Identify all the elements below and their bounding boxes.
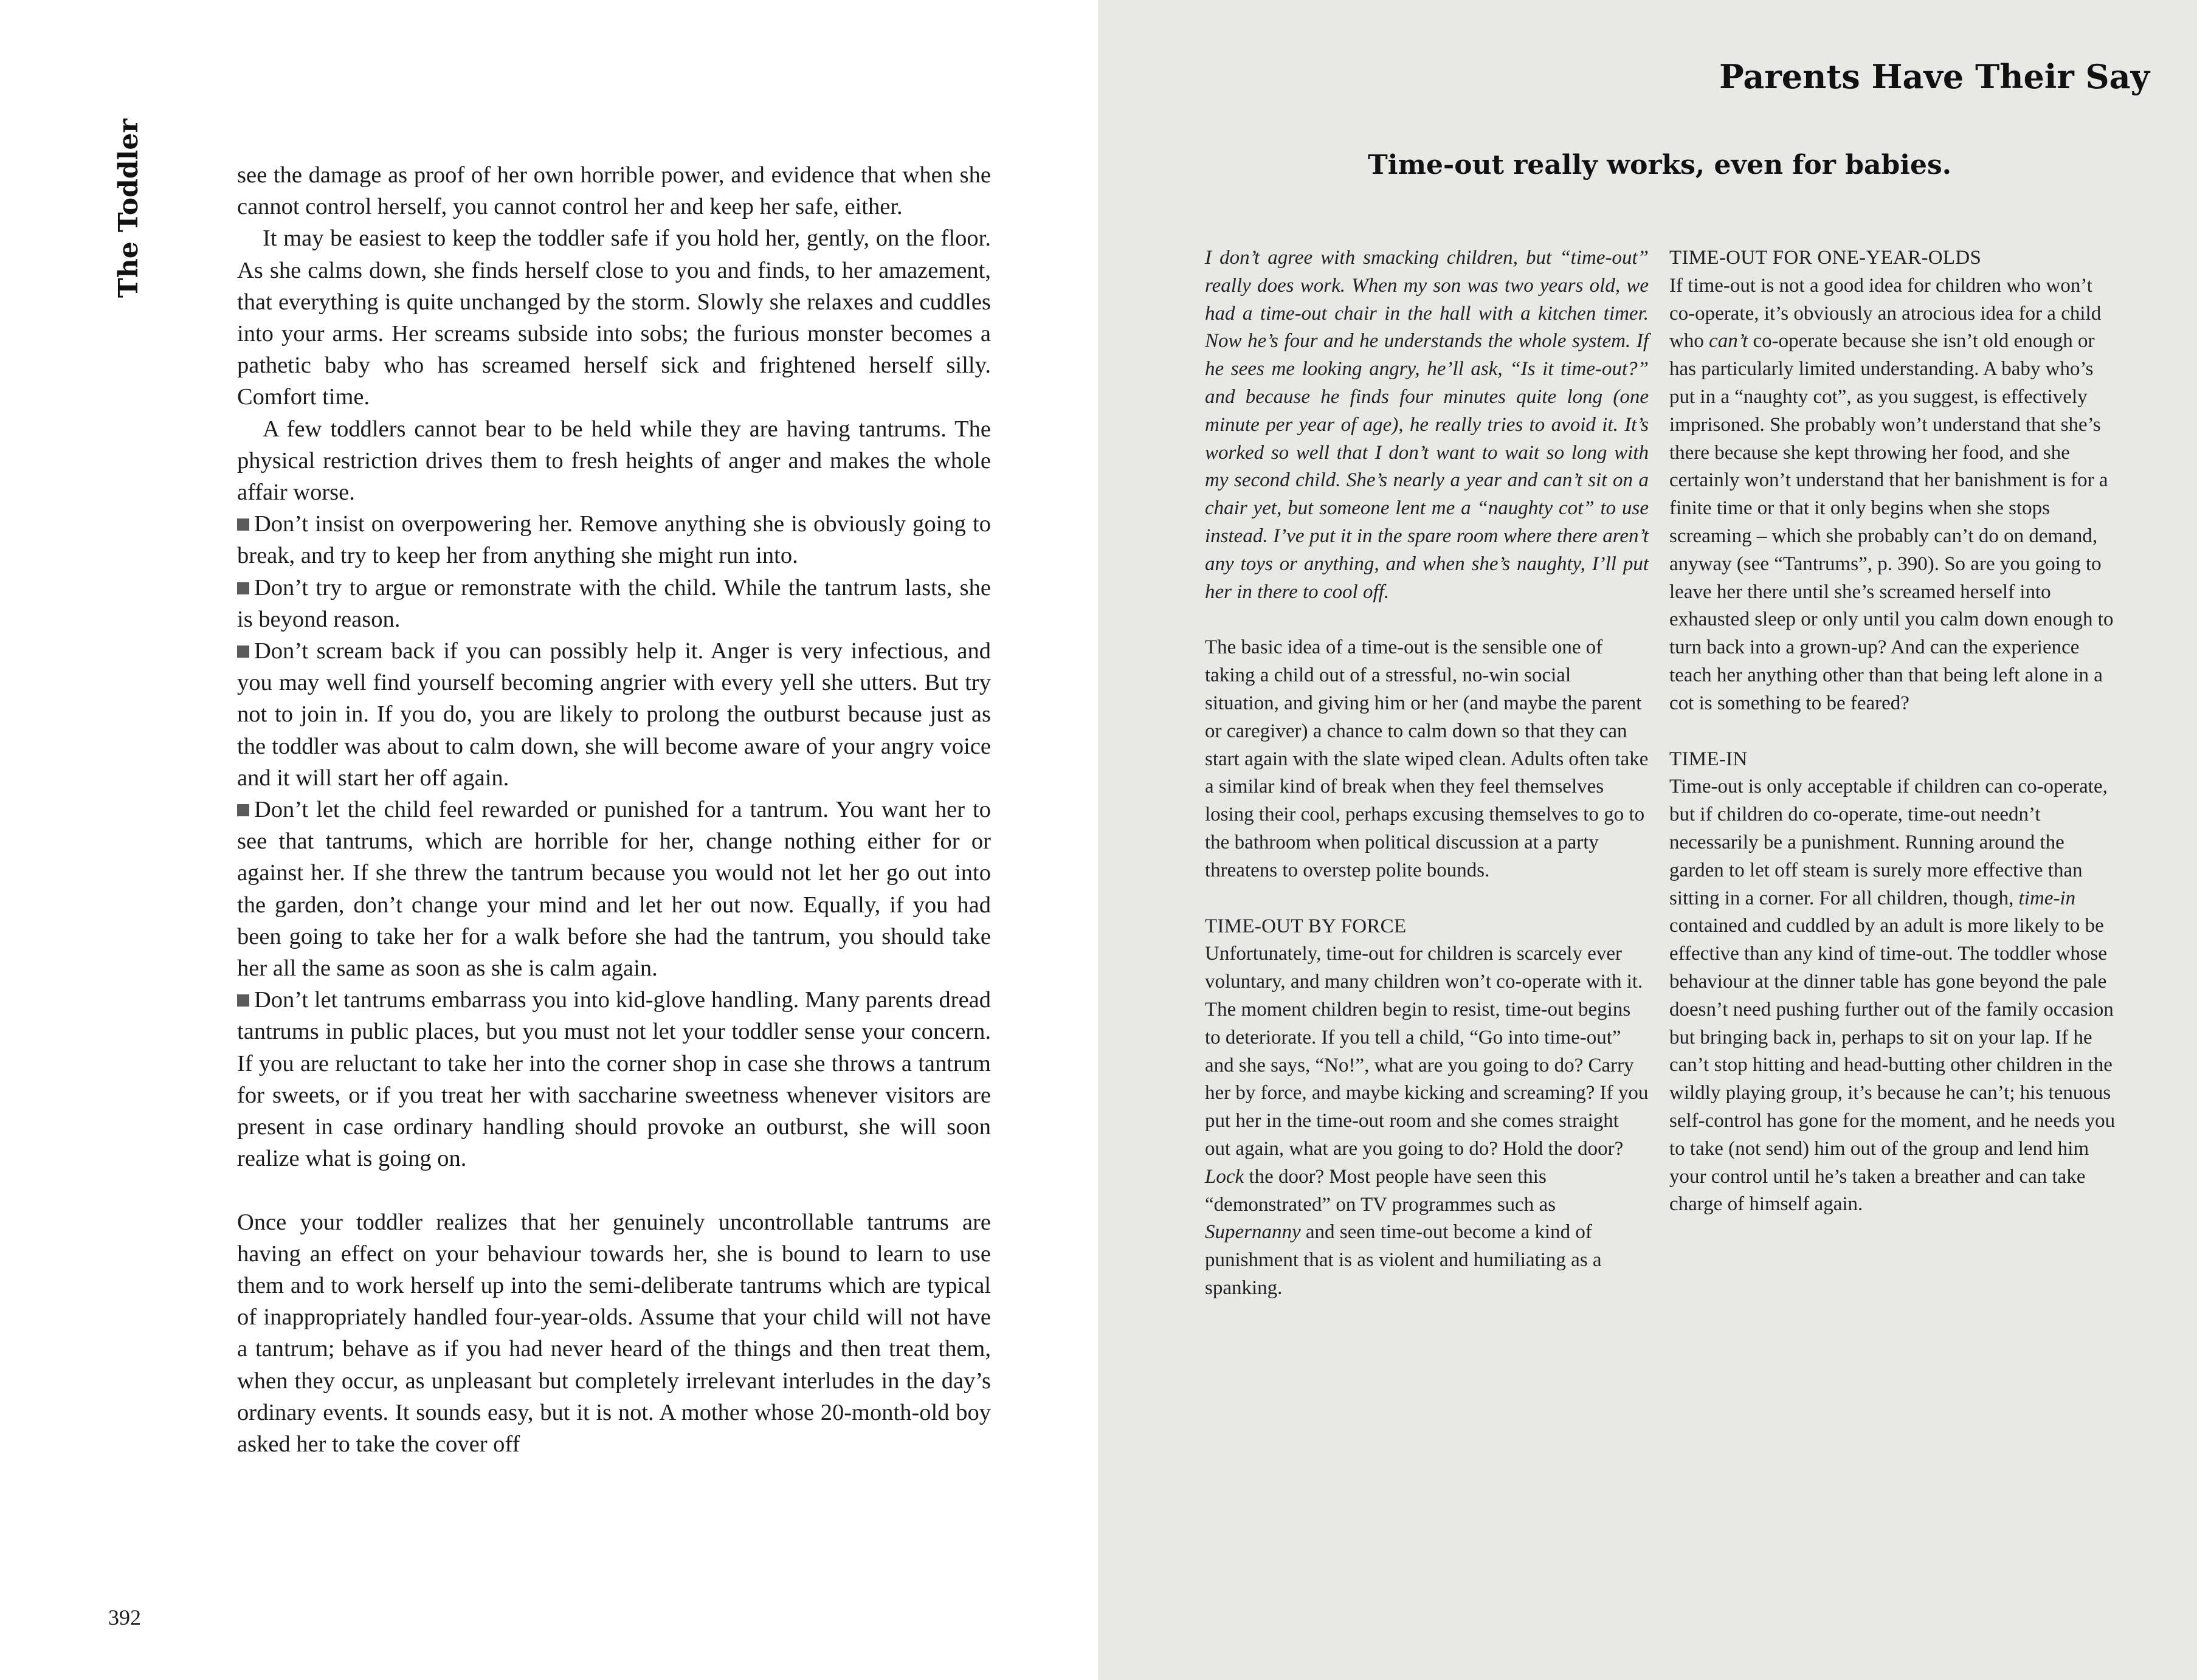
paragraph: Once your toddler realizes that her genuinely uncontrollable tantrums are having an effect on your behaviour towards her, she is bound to learn to use them and to work herself up into the semi-deliberate tantrums which are typical of inappropriately handled four-year-olds. Assume that your child will not have a tantrum; behave as if you had never heard of the things and then treat them, when they occur, as unpleasant but completely irrelevant interludes in the day’s ordinary events. It sounds easy, but it is not. A mother whose 20-month-old boy asked her to take the cover off <box>237 1209 991 1457</box>
page-number: 392 <box>108 1605 141 1630</box>
subheading: TIME-OUT FOR ONE-YEAR-OLDS <box>1669 247 1982 269</box>
bullet-item: Don’t let tantrums embarrass you into kid-glove handling. Many parents dread tantrums in public places, but you must not let your toddler sense your concern. If you are reluctant to take her into the corner shop in case she throws a tantrum for sweets, or if you treat her with saccharine sweetness whenever visitors are present in case ordinary handling should provoke an outburst, she will soon realize what is going on. <box>237 987 991 1172</box>
square-bullet-icon <box>237 582 249 594</box>
left-body-text <box>237 159 991 1460</box>
paragraph: A few toddlers cannot bear to be held while they are having tantrums. The physical restriction drives them to fresh heights of anger and makes the whole affair worse. <box>237 416 991 506</box>
bullet-item: Don’t let the child feel rewarded or punished for a tantrum. You want her to see that tantrums, which are horrible for her, change nothing either for or against her. If she threw the tantrum because you would not let her go out into the garden, don’t change your mind and let her out now. Equally, if you had been going to take her for a walk before she had the tantrum, you should take her all the same as soon as she is calm again. <box>237 797 991 982</box>
paragraph: Time-out is only acceptable if children can co-operate, but if children do co-operate, time-out needn’t necessarily be a punishment. Running around the garden to let off steam is surely more effective than sitting in a corner. For all children, though, time-in contained and cuddled by an adult is more likely to be effective than any kind of time-out. The toddler whose behaviour at the dinner table has gone beyond the pale doesn’t need pushing further out of the family occasion but bringing back in, perhaps to sit on your lap. If he can’t stop hitting and head-butting other children in the wildly playing group, it’s because he can’t; his tenuous self-control has gone for the moment, and he needs you to take (not send) him out of the group and lend him your control until he’s taken a breather and can take charge of himself again. <box>1669 776 2116 1216</box>
section-title: Parents Have Their Say <box>1719 57 2150 96</box>
square-bullet-icon <box>237 804 249 816</box>
right-column-2 <box>1669 244 2119 1219</box>
parent-quote: I don’t agree with smacking children, but “time-out” really does work. When my son was two years old, we had a time-out chair in the hall with a kitchen timer. Now he’s four and he understands the whole system. If he sees me looking angry, he’ll ask, “Is it time-out?” and because he finds four minutes quite long (one minute per year of age), he really tries to avoid it. It’s worked so well that I don’t want to wait so long with my second child. She’s nearly a year and can’t sit on a chair yet, but someone lent me a “naughty cot” to use instead. I’ve put it in the spare room where there aren’t any toys or anything, and when she’s naughty, I’ll put her in there to cool off. <box>1205 247 1649 603</box>
square-bullet-icon <box>237 994 249 1007</box>
square-bullet-icon <box>237 645 249 658</box>
running-head: The Toddler <box>113 119 144 298</box>
subheading: TIME-OUT BY FORCE <box>1205 915 1407 937</box>
subheading: TIME-IN <box>1669 748 1748 770</box>
paragraph: Unfortunately, time-out for children is scarcely ever voluntary, and many children won’t co-operate with it. The moment children begin to resist, time-out begins to deteriorate. If you tell a child, “Go into time-out” and she says, “No!”, what are you going to do? Carry her by force, and maybe kicking and screaming? If you put her in the time-out room and she comes straight out again, what are you going to do? Hold the door? Lock the door? Most people have seen this “demonstrated” on TV programmes such as Supernanny and seen time-out become a kind of punishment that is as violent and humiliating as a spanking. <box>1205 943 1649 1299</box>
paragraph: If time-out is not a good idea for children who won’t co-operate, it’s obviously an atrocious idea for a child who can’t co-operate because she isn’t old enough or has particularly limited understanding. A baby who’s put in a “naughty cot”, as you suggest, is effectively imprisoned. She probably won’t understand that she’s there because she kept throwing her food, and she certainly won’t understand that her banishment is for a finite time or that it only begins when she stops screaming – which she probably can’t do on demand, anyway (see “Tantrums”, p. 390). So are you going to leave her there until she’s screamed herself into exhausted sleep or only until you calm down enough to turn back into a grown-up? And can the experience teach her anything other than that being left alone in a cot is something to be feared? <box>1669 274 2114 714</box>
bullet-item: Don’t insist on overpowering her. Remove anything she is obviously going to break, and try to keep her from anything she might run into. <box>237 511 991 569</box>
paragraph: see the damage as proof of her own horrible power, and evidence that when she cannot control herself, you cannot control her and keep her safe, either. <box>237 162 991 220</box>
bullet-item: Don’t try to argue or remonstrate with the child. While the tantrum lasts, she is beyond reason. <box>237 574 991 632</box>
paragraph: The basic idea of a time-out is the sensible one of taking a child out of a stressful, no-win social situation, and giving him or her (and maybe the parent or caregiver) a chance to calm down so that they can start again with the slate wiped clean. Adults often take a similar kind of break when they feel themselves losing their cool, perhaps excusing themselves to go to the bathroom when political discussion at a party threatens to overstep polite bounds. <box>1205 636 1649 881</box>
right-column-1 <box>1205 244 1649 1303</box>
headline: Time-out really works, even for babies. <box>1368 150 1952 181</box>
square-bullet-icon <box>237 518 249 531</box>
bullet-item: Don’t scream back if you can possibly help it. Anger is very infectious, and you may well find yourself becoming angrier with every yell she utters. But try not to join in. If you do, you are likely to prolong the outburst because just as the toddler was about to calm down, she will become aware of your angry voice and it will start her off again. <box>237 638 991 791</box>
paragraph: It may be easiest to keep the toddler safe if you hold her, gently, on the floor. As she calms down, she finds herself close to you and finds, to her amazement, that everything is quite unchanged by the storm. Slowly she relaxes and cuddles into your arms. Her screams subside into sobs; the furious monster becomes a pathetic baby who has screamed herself sick and frightened herself silly. Comfort time. <box>237 225 991 410</box>
left-page <box>0 0 1098 1680</box>
